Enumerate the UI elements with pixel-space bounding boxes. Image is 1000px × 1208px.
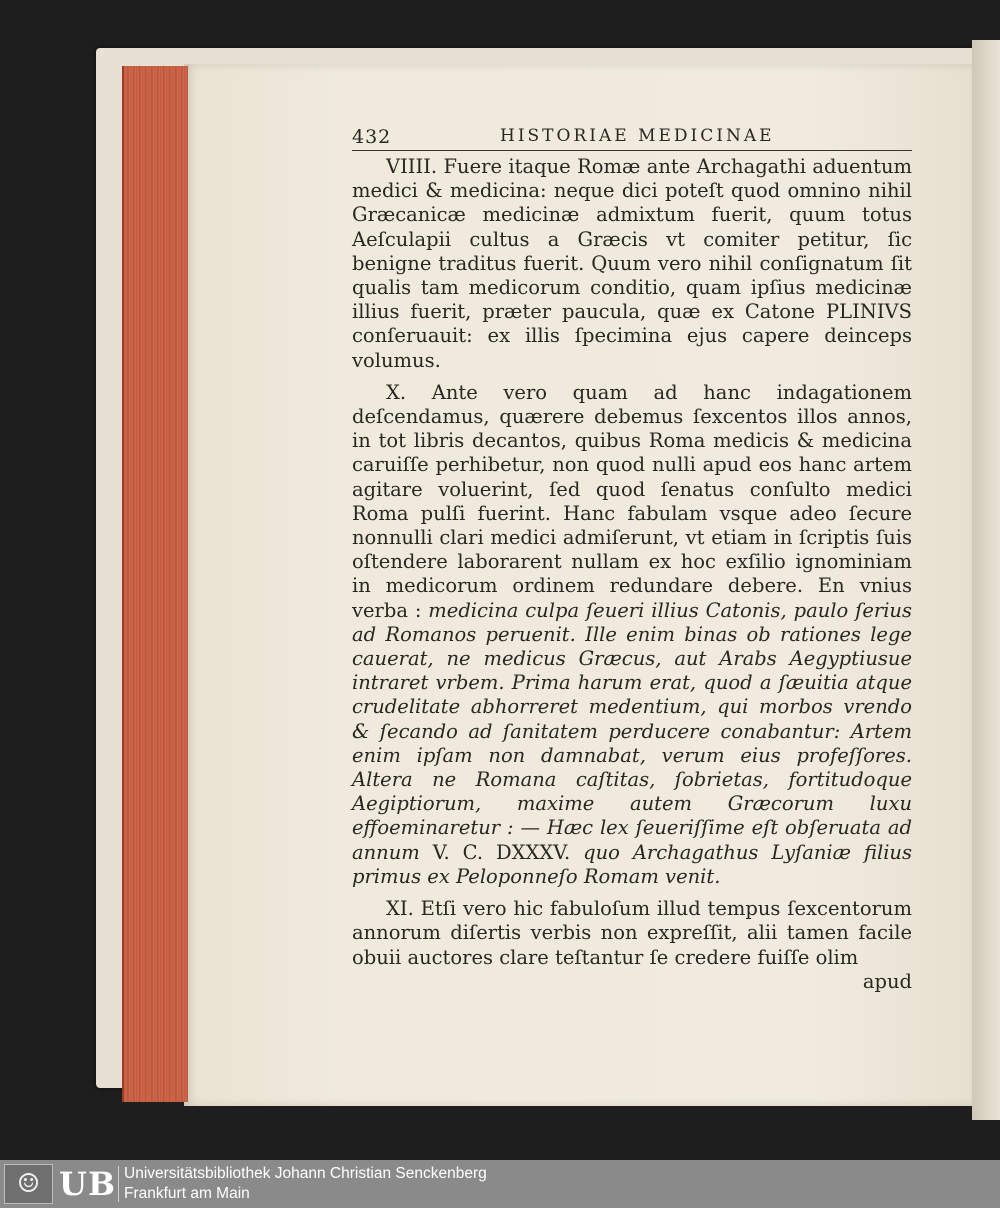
paragraph-text: XI. Etſi vero hic fabuloſum illud tempus ſexcentorum annorum diſertis verbis non expreſſit, alii tamen facile obuii auctores clare teſtantur ſe credere fuiſſe olim: [352, 897, 912, 969]
paragraph: [352, 381, 912, 889]
facing-page-edge: [972, 40, 1000, 1120]
institution-line-1: Universitätsbibliothek Johann Christian Senckenberg: [124, 1165, 487, 1182]
catchword: apud: [862, 969, 912, 993]
paragraph: [352, 897, 912, 970]
italic-quote-text: quo Archagathus Lyſaniæ filius primus ex Peloponneſo Romam venit.: [352, 840, 912, 888]
paragraph-text: X. Ante vero quam ad hanc indagationem deſcendamus, quærere debemus ſexcentos illos annos, in tot libris decantos, quibus Roma medicis & medicina caruiſſe perhibetur, non quod nulli apud eos hanc artem agitare voluerint, ſed quod ſenatus conſulto medici Roma pulſi fuerint. Hanc fabulam vsque adeo ſecure nonnulli clari medici admiſerunt, vt etiam in ſcriptis ſuis oſtendere laborarent nullam ex hoc exſilio ignominiam in medicorum ordinem redundare debere. En vnius verba :: [352, 380, 912, 622]
page-header: [352, 124, 912, 151]
library-logo[interactable]: [4, 1164, 116, 1204]
running-head: HISTORIAE MEDICINAE: [500, 126, 775, 146]
footer-bar: [0, 1160, 1000, 1208]
page-text-block: [352, 124, 912, 994]
institution-line-2: Frankfurt am Main: [124, 1185, 250, 1202]
institution-name: [124, 1164, 487, 1204]
logo-text: UB: [59, 1165, 116, 1203]
paragraph-text: VIIII. Fuere itaque Romæ ante Archagathi aduentum medici & medicina: neque dici poteſt quod omnino nihil Græcanicæ medicinæ admixtum fuerit, quum totus Aeſculapii cultus a Græcis vt comiter petitur, ſic benigne traditus fuerit. Quum vero nihil conſignatum ſit qualis tam medicorum conditio, quam ipſius medicinæ illius fuerit, præter paucula, quæ ex Catone PLINIVS conſeruauit: ex illis ſpecimina ejus capere deinceps volumus.: [352, 155, 912, 372]
page-number: 432: [352, 126, 392, 148]
paragraph-text: V. C. DXXXV.: [432, 840, 584, 864]
bust-icon: ☺: [4, 1164, 53, 1204]
footer-divider: [118, 1166, 119, 1202]
italic-quote-text: medicina culpa ſeueri illius Catonis, paulo ſerius ad Romanos peruenit. Ille enim binas ob rationes lege cauerat, ne medicus Græcus, aut Arabs Aegyptiusue intraret vrbem. Prima harum erat, quod a ſæuitia atque crudelitate abhorreret medentium, qui morbos vrendo & ſecando ad ſanitatem perducere conabantur: Artem enim ipſam non damnabat, verum eius profeſſores. Altera ne Romana caſtitas, ſobrietas, fortitudoque Aegiptiorum, maxime autem Græcorum luxu effoeminaretur : — Hæc lex ſeueriſſime eſt obſeruata ad annum: [352, 598, 912, 864]
page-edge-red: [122, 66, 188, 1102]
paragraph: [352, 155, 912, 373]
